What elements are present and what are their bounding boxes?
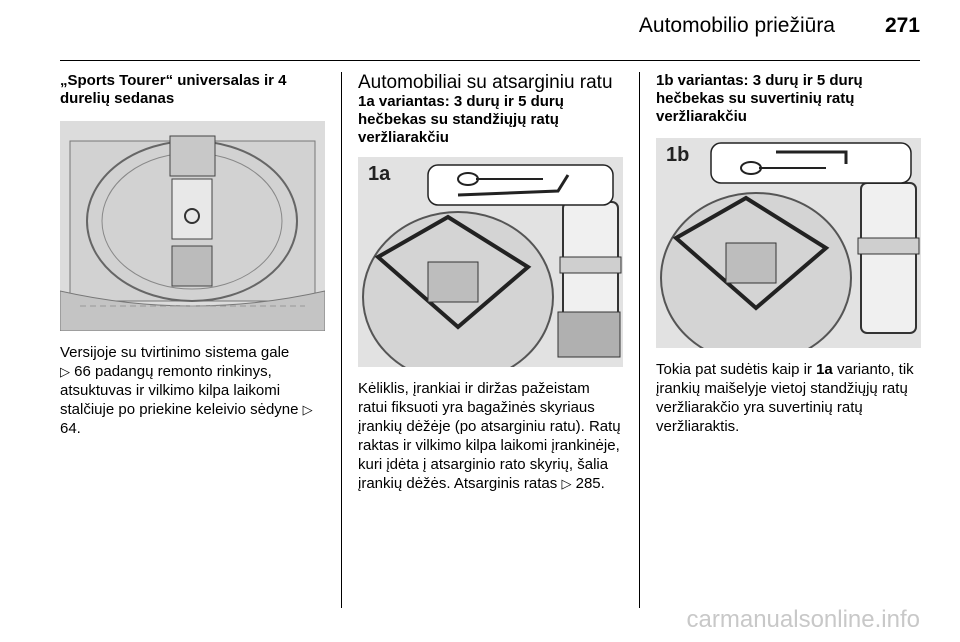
body-text: Versijoje su tvirtinimo sistema gale ▷ 66 padangų remonto rinkinys, atsuktuvas ir vilkimo kilpa laikomi stalčiuje po priekine keleivio sėdyne ▷ 64. xyxy=(60,344,313,437)
body-text: Kėliklis, įrankiai ir diržas pažeistam ratui fiksuoti yra bagažinės skyriaus įrankių dėžėje (po atsarginiu ratu). Ratų raktas ir vilkimo kilpa laikomi įrankinėje, kuri įdėta į atsarginio rato skyrių, šalia įrankių dėžės. Atsarginis ratas ▷ 285. xyxy=(358,380,621,492)
reference-arrow-icon: ▷ xyxy=(561,476,572,491)
column-2 xyxy=(358,72,623,493)
page-number: 271 xyxy=(884,14,920,37)
watermark: carmanualsonline.info xyxy=(686,606,920,633)
figure-label: 1a xyxy=(368,163,391,185)
page-reference[interactable]: 66 xyxy=(74,363,91,380)
page-reference[interactable]: 285. xyxy=(575,475,605,492)
section-heading: „Sports Tourer“ universalas ir 4 durelių sedanas xyxy=(60,72,287,107)
reference-arrow-icon: ▷ xyxy=(60,364,70,379)
spare-wheel-tools-illustration-1a xyxy=(358,157,623,367)
header-rule xyxy=(60,60,920,61)
column-3 xyxy=(656,72,921,436)
figure-label: 1b xyxy=(666,144,690,166)
page-reference[interactable]: 64. xyxy=(60,420,81,437)
body-text: Tokia pat sudėtis kaip ir 1a varianto, tik įrankių maišelyje vietoj standžiųjų ratų veržliarakčio yra suvertinių ratų veržliaraktis. xyxy=(656,361,914,435)
section-title: Automobiliai su atsarginiu ratu xyxy=(358,72,613,93)
column-divider xyxy=(341,72,342,608)
reference-arrow-icon: ▷ xyxy=(302,402,313,417)
column-divider xyxy=(639,72,640,608)
variant-heading: 1a variantas: 3 durų ir 5 durų hečbekas su standžiųjų ratų veržliarakčiu xyxy=(358,93,564,146)
spare-wheel-tools-illustration-1b xyxy=(656,138,921,348)
column-1 xyxy=(60,72,325,438)
running-header-title: Automobilio priežiūra xyxy=(638,14,835,37)
variant-heading: 1b variantas: 3 durų ir 5 durų hečbekas su suvertinių ratų veržliarakčiu xyxy=(656,72,863,125)
trunk-floor-illustration xyxy=(60,121,325,331)
